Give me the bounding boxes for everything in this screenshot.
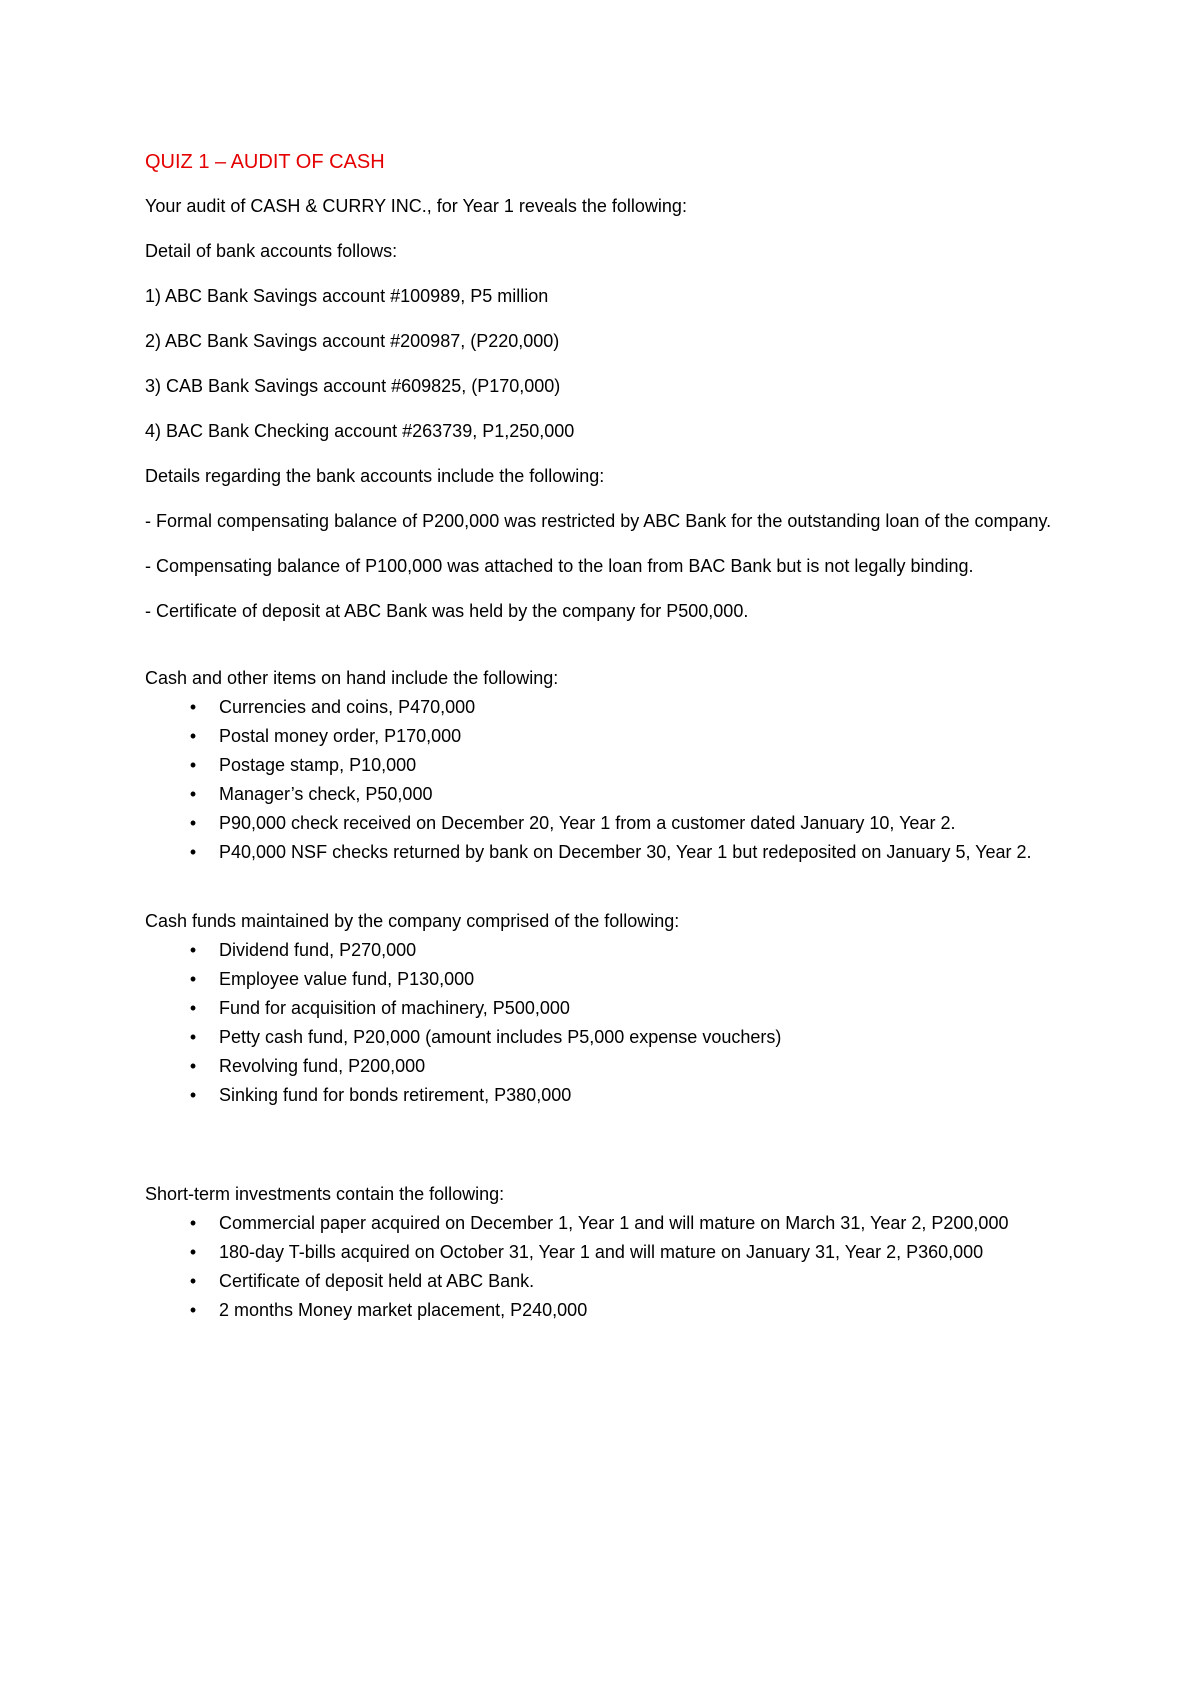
bullet-icon: • <box>189 784 197 804</box>
cash-funds-list <box>145 936 1065 1110</box>
bank-details-heading: Details regarding the bank accounts include the following: <box>145 466 605 486</box>
bullet-icon: • <box>189 1085 197 1105</box>
document-content <box>145 148 1065 1325</box>
cash-funds-heading: Cash funds maintained by the company comprised of the following: <box>145 911 680 931</box>
bank-account-item: 2) ABC Bank Savings account #200987, (P220,000) <box>145 331 560 351</box>
bullet-icon: • <box>189 998 197 1018</box>
bullet-icon: • <box>189 813 197 833</box>
bullet-icon: • <box>189 755 197 775</box>
bank-account-item: 4) BAC Bank Checking account #263739, P1,250,000 <box>145 421 575 441</box>
list-item: • P40,000 NSF checks returned by bank on December 30, Year 1 but redeposited on January 5, Year 2. <box>145 838 1065 867</box>
list-item: • Employee value fund, P130,000 <box>145 965 1065 994</box>
bank-detail-item: - Formal compensating balance of P200,000 was restricted by ABC Bank for the outstanding loan of the company. <box>145 511 1052 531</box>
list-item: • 180-day T-bills acquired on October 31, Year 1 and will mature on January 31, Year 2, P360,000 <box>145 1238 1065 1267</box>
bank-detail-item: - Certificate of deposit at ABC Bank was held by the company for P500,000. <box>145 601 749 621</box>
list-item: • Postal money order, P170,000 <box>145 722 1065 751</box>
list-item: • Manager’s check, P50,000 <box>145 780 1065 809</box>
bullet-icon: • <box>189 1271 197 1291</box>
bullet-icon: • <box>189 969 197 989</box>
list-item: • Certificate of deposit held at ABC Bank. <box>145 1267 1065 1296</box>
intro-paragraph: Your audit of CASH & CURRY INC., for Year 1 reveals the following: <box>145 196 687 216</box>
list-item: • 2 months Money market placement, P240,000 <box>145 1296 1065 1325</box>
list-item: • Currencies and coins, P470,000 <box>145 693 1065 722</box>
bullet-icon: • <box>189 1242 197 1262</box>
bullet-icon: • <box>189 1300 197 1320</box>
bullet-icon: • <box>189 1213 197 1233</box>
cash-on-hand-heading: Cash and other items on hand include the following: <box>145 668 559 688</box>
bullet-icon: • <box>189 697 197 717</box>
list-item: • Commercial paper acquired on December 1, Year 1 and will mature on March 31, Year 2, P200,000 <box>145 1209 1065 1238</box>
short-term-investments-heading: Short-term investments contain the following: <box>145 1184 505 1204</box>
bullet-icon: • <box>189 1027 197 1047</box>
bullet-icon: • <box>189 940 197 960</box>
bullet-icon: • <box>189 1056 197 1076</box>
short-term-investments-list <box>145 1209 1065 1325</box>
list-item: • Sinking fund for bonds retirement, P380,000 <box>145 1081 1065 1110</box>
bank-accounts-heading: Detail of bank accounts follows: <box>145 241 398 261</box>
list-item: • Postage stamp, P10,000 <box>145 751 1065 780</box>
list-item: • Revolving fund, P200,000 <box>145 1052 1065 1081</box>
bank-account-item: 3) CAB Bank Savings account #609825, (P170,000) <box>145 376 561 396</box>
document-title: QUIZ 1 – AUDIT OF CASH <box>145 151 385 173</box>
list-item: • Fund for acquisition of machinery, P500,000 <box>145 994 1065 1023</box>
bullet-icon: • <box>189 726 197 746</box>
cash-on-hand-list <box>145 693 1065 867</box>
bank-detail-item: - Compensating balance of P100,000 was attached to the loan from BAC Bank but is not legally binding. <box>145 556 974 576</box>
bank-account-item: 1) ABC Bank Savings account #100989, P5 million <box>145 286 549 306</box>
list-item: • Petty cash fund, P20,000 (amount includes P5,000 expense vouchers) <box>145 1023 1065 1052</box>
list-item: • Dividend fund, P270,000 <box>145 936 1065 965</box>
list-item: • P90,000 check received on December 20, Year 1 from a customer dated January 10, Year 2. <box>145 809 1065 838</box>
bullet-icon: • <box>189 842 197 862</box>
